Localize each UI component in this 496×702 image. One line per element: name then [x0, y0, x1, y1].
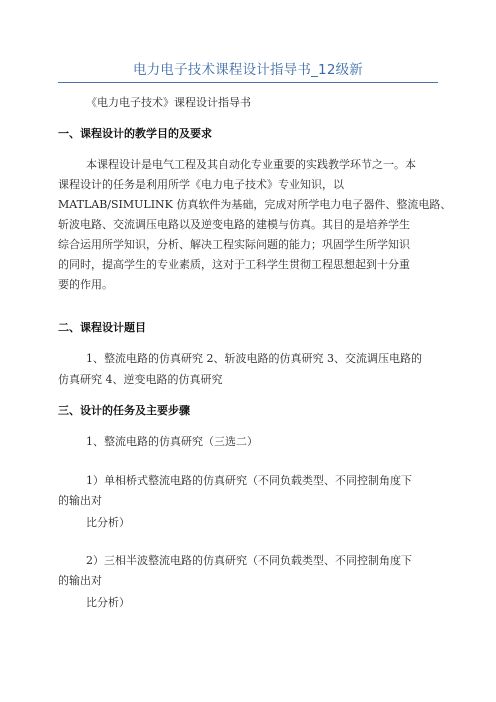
- paragraph-line: 的输出对: [58, 574, 102, 587]
- section-heading-2: 二、课程设计题目: [58, 321, 146, 334]
- paragraph-line: 比分析）: [86, 596, 130, 609]
- paragraph-line: 课程设计的任务是利用所学《电力电子技术》专业知识，以: [58, 178, 344, 191]
- paragraph-line: 的同时，提高学生的专业素质，这对于工科学生贯彻工程思想起到十分重: [58, 258, 410, 271]
- document-subtitle: 《电力电子技术》课程设计指导书: [86, 96, 251, 109]
- document-title: 电力电子技术课程设计指导书_12级新: [132, 62, 364, 78]
- paragraph-line: 斩波电路、交流调压电路以及逆变电路的建模与仿真。其目的是培养学生: [58, 218, 410, 231]
- paragraph-line: 1、整流电路的仿真研究 2、斩波电路的仿真研究 3、交流调压电路的: [86, 352, 422, 365]
- paragraph-line: 1）单相桥式整流电路的仿真研究（不同负载类型、不同控制角度下: [86, 474, 412, 487]
- paragraph-line: 要的作用。: [58, 278, 113, 291]
- paragraph-line: 2）三相半波整流电路的仿真研究（不同负载类型、不同控制角度下: [86, 554, 412, 567]
- paragraph-line: 1、整流电路的仿真研究（三选二）: [86, 435, 258, 448]
- paragraph-line: 的输出对: [58, 494, 102, 507]
- title-divider: [58, 82, 438, 83]
- paragraph-line: 综合运用所学知识，分析、解决工程实际问题的能力；巩固学生所学知识: [58, 238, 410, 251]
- paragraph-line: 比分析）: [86, 516, 130, 529]
- section-heading-1: 一、课程设计的教学目的及要求: [58, 127, 212, 140]
- section-heading-3: 三、设计的任务及主要步骤: [58, 404, 190, 417]
- paragraph-line: 仿真研究 4、逆变电路的仿真研究: [58, 373, 223, 386]
- paragraph-line: MATLAB/SIMULINK 仿真软件为基础，完成对所学电力电子器件、整流电路、: [58, 198, 452, 211]
- paragraph-line: 本课程设计是电气工程及其自动化专业重要的实践教学环节之一。本: [86, 158, 416, 171]
